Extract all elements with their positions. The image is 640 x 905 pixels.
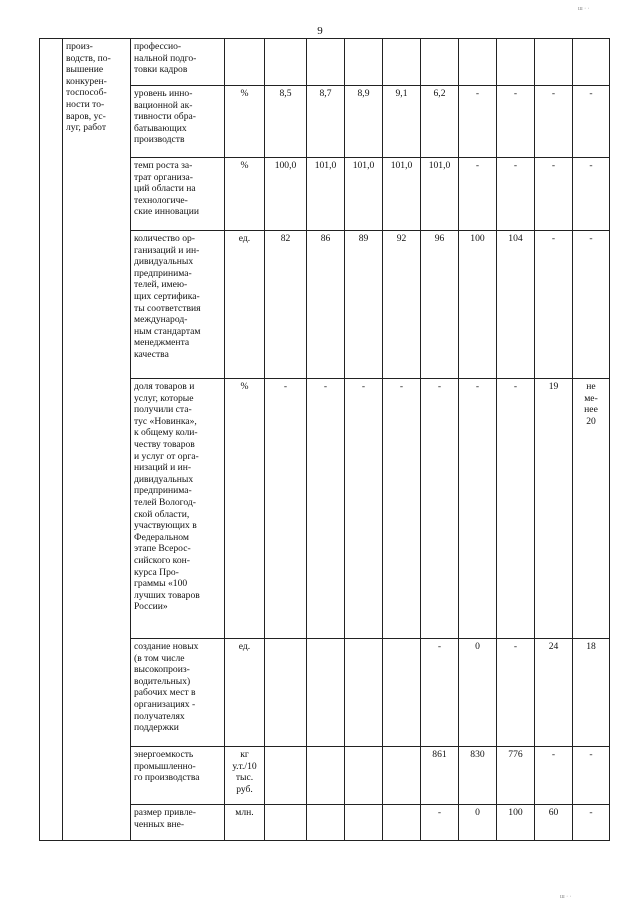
value-text: - <box>589 749 593 760</box>
value-cell <box>383 39 421 86</box>
value-cell <box>265 231 307 379</box>
value-cell <box>307 747 345 805</box>
value-text: - <box>551 233 556 244</box>
indicator-text: уровень инно- вационной ак- тивности обра- батывающих производств <box>134 88 196 146</box>
value-cell <box>345 158 383 231</box>
value-cell <box>345 231 383 379</box>
value-text: - <box>283 381 288 392</box>
value-text: 101,0 <box>352 160 375 171</box>
value-cell <box>535 805 573 841</box>
value-text: - <box>551 749 556 760</box>
value-cell <box>345 86 383 158</box>
unit-text: % <box>240 88 249 99</box>
goal-text: произ- водств, по- вышение конкурен- тоспособ- ности то- варов, ус- луг, работ <box>66 41 111 134</box>
value-cell <box>307 805 345 841</box>
value-cell <box>573 805 610 841</box>
value-text: 18 <box>586 641 596 652</box>
value-cell <box>345 639 383 747</box>
unit-text: млн. <box>235 807 254 818</box>
value-text: - <box>475 381 480 392</box>
value-text: - <box>475 88 480 99</box>
value-cell <box>383 158 421 231</box>
value-cell <box>421 158 459 231</box>
value-text: 830 <box>470 749 485 760</box>
value-cell <box>345 39 383 86</box>
unit-text: % <box>240 160 249 171</box>
value-cell <box>497 39 535 86</box>
indicator-text: профессио- нальной подго- товки кадров <box>134 41 197 76</box>
indicator-cell <box>131 805 225 841</box>
corner-mark-top: ш · · <box>578 6 590 12</box>
value-cell <box>573 86 610 158</box>
value-cell <box>459 639 497 747</box>
value-cell <box>265 158 307 231</box>
indicator-cell <box>131 747 225 805</box>
value-cell <box>421 379 459 639</box>
value-text: - <box>437 381 442 392</box>
value-text: 100,0 <box>274 160 297 171</box>
value-text: 8,9 <box>357 88 370 99</box>
value-text: 0 <box>475 641 480 652</box>
value-cell <box>497 158 535 231</box>
value-text: - <box>513 381 518 392</box>
value-cell <box>383 231 421 379</box>
value-text: - <box>589 160 593 171</box>
value-cell <box>265 39 307 86</box>
value-cell <box>265 379 307 639</box>
value-text: 8,7 <box>319 88 332 99</box>
value-cell <box>421 39 459 86</box>
value-cell <box>497 747 535 805</box>
value-text: - <box>589 807 593 818</box>
value-cell <box>459 747 497 805</box>
unit-text: ед. <box>238 641 251 652</box>
value-cell <box>573 231 610 379</box>
indicator-cell <box>131 158 225 231</box>
value-text: 101,0 <box>428 160 451 171</box>
value-cell <box>535 86 573 158</box>
indicator-text: доля товаров и услуг, которые получили ста- тус «Новинка», к общему коли- честву товаров и услуг от орга- низаций и ин- дивидуальных предпринима- телей Вологод- ской области, участвующих в Федеральном этапе Всерос- сийского кон- курса Про- граммы «100 лучших товаров России» <box>134 381 200 613</box>
value-cell <box>535 747 573 805</box>
value-text: 101,0 <box>390 160 413 171</box>
value-cell <box>265 747 307 805</box>
value-text: 86 <box>320 233 331 244</box>
indicator-cell <box>131 86 225 158</box>
value-cell <box>459 231 497 379</box>
goal-cell <box>63 39 131 841</box>
value-cell <box>345 805 383 841</box>
value-text: 6,2 <box>433 88 446 99</box>
value-cell <box>459 158 497 231</box>
value-text: 104 <box>508 233 523 244</box>
value-cell <box>383 379 421 639</box>
value-text: - <box>475 160 480 171</box>
value-cell <box>421 639 459 747</box>
value-cell <box>307 158 345 231</box>
value-text: 96 <box>434 233 445 244</box>
value-cell <box>497 805 535 841</box>
value-cell <box>265 639 307 747</box>
value-cell <box>573 39 610 86</box>
indicators-table <box>39 38 610 841</box>
value-cell <box>307 379 345 639</box>
value-cell <box>459 39 497 86</box>
value-cell <box>459 805 497 841</box>
value-cell <box>573 747 610 805</box>
value-cell <box>421 231 459 379</box>
unit-cell <box>225 639 265 747</box>
value-cell <box>383 86 421 158</box>
value-text: - <box>361 381 366 392</box>
value-cell <box>383 639 421 747</box>
value-cell <box>265 86 307 158</box>
unit-cell <box>225 379 265 639</box>
value-cell <box>345 379 383 639</box>
value-text: 100 <box>470 233 485 244</box>
value-text: 861 <box>432 749 447 760</box>
value-cell <box>497 231 535 379</box>
value-text: 60 <box>548 807 559 818</box>
value-text: 19 <box>548 381 559 392</box>
value-cell <box>535 39 573 86</box>
unit-text: кг у.т./10 тыс. руб. <box>232 749 257 795</box>
value-cell <box>421 86 459 158</box>
value-text: - <box>437 641 442 652</box>
value-cell <box>421 805 459 841</box>
value-cell <box>535 158 573 231</box>
value-text: - <box>589 233 593 244</box>
indicator-cell <box>131 379 225 639</box>
value-cell <box>535 231 573 379</box>
value-text: - <box>513 160 518 171</box>
value-cell <box>573 158 610 231</box>
value-text: - <box>551 88 556 99</box>
indicator-text: энергоемкость промышленно- го производства <box>134 749 200 784</box>
indicator-cell <box>131 231 225 379</box>
value-cell <box>383 747 421 805</box>
value-text: 82 <box>280 233 291 244</box>
value-text: - <box>551 160 556 171</box>
value-text: - <box>589 88 593 99</box>
value-text: 92 <box>396 233 407 244</box>
value-text: 8,5 <box>279 88 292 99</box>
value-cell <box>535 379 573 639</box>
value-cell <box>497 639 535 747</box>
value-cell <box>307 231 345 379</box>
value-text: 0 <box>475 807 480 818</box>
empty-number-cell <box>40 39 63 841</box>
value-text: - <box>437 807 442 818</box>
unit-cell <box>225 158 265 231</box>
value-text: - <box>323 381 328 392</box>
value-text: - <box>513 641 518 652</box>
value-cell <box>421 747 459 805</box>
indicator-cell <box>131 639 225 747</box>
value-text: - <box>513 88 518 99</box>
value-text: 89 <box>358 233 369 244</box>
value-cell <box>345 747 383 805</box>
value-cell <box>459 379 497 639</box>
value-text: 100 <box>508 807 523 818</box>
value-text: 776 <box>508 749 523 760</box>
value-cell <box>573 379 610 639</box>
value-cell <box>307 39 345 86</box>
unit-text: ед. <box>238 233 251 244</box>
indicator-cell <box>131 39 225 86</box>
value-cell <box>497 379 535 639</box>
value-cell <box>383 805 421 841</box>
indicator-text: количество ор- ганизаций и ин- дивидуальных предпринима- телей, имею- щих сертифика- ты соответствия международ- ным стандартам менеджмента качества <box>134 233 201 360</box>
indicator-text: создание новых (в том числе высокопроиз- водительных) рабочих мест в организациях - получателях поддержки <box>134 641 199 734</box>
value-text: 101,0 <box>314 160 337 171</box>
value-cell <box>307 86 345 158</box>
unit-cell <box>225 805 265 841</box>
value-cell <box>497 86 535 158</box>
page-number: 9 <box>317 25 323 37</box>
indicator-text: темп роста за- трат организа- ций области на технологиче- ские инновации <box>134 160 199 218</box>
value-text: не ме- нее 20 <box>584 381 598 427</box>
value-text: 24 <box>548 641 559 652</box>
unit-cell <box>225 231 265 379</box>
unit-cell <box>225 86 265 158</box>
value-text: - <box>399 381 404 392</box>
value-cell <box>307 639 345 747</box>
corner-mark-bottom: ш · · <box>560 894 572 900</box>
value-cell <box>265 805 307 841</box>
unit-text: % <box>240 381 249 392</box>
unit-cell <box>225 39 265 86</box>
value-cell <box>459 86 497 158</box>
value-text: 9,1 <box>395 88 408 99</box>
indicator-text: размер привле- ченных вне- <box>134 807 196 830</box>
value-cell <box>573 639 610 747</box>
table-row <box>40 39 610 86</box>
value-cell <box>535 639 573 747</box>
unit-cell <box>225 747 265 805</box>
